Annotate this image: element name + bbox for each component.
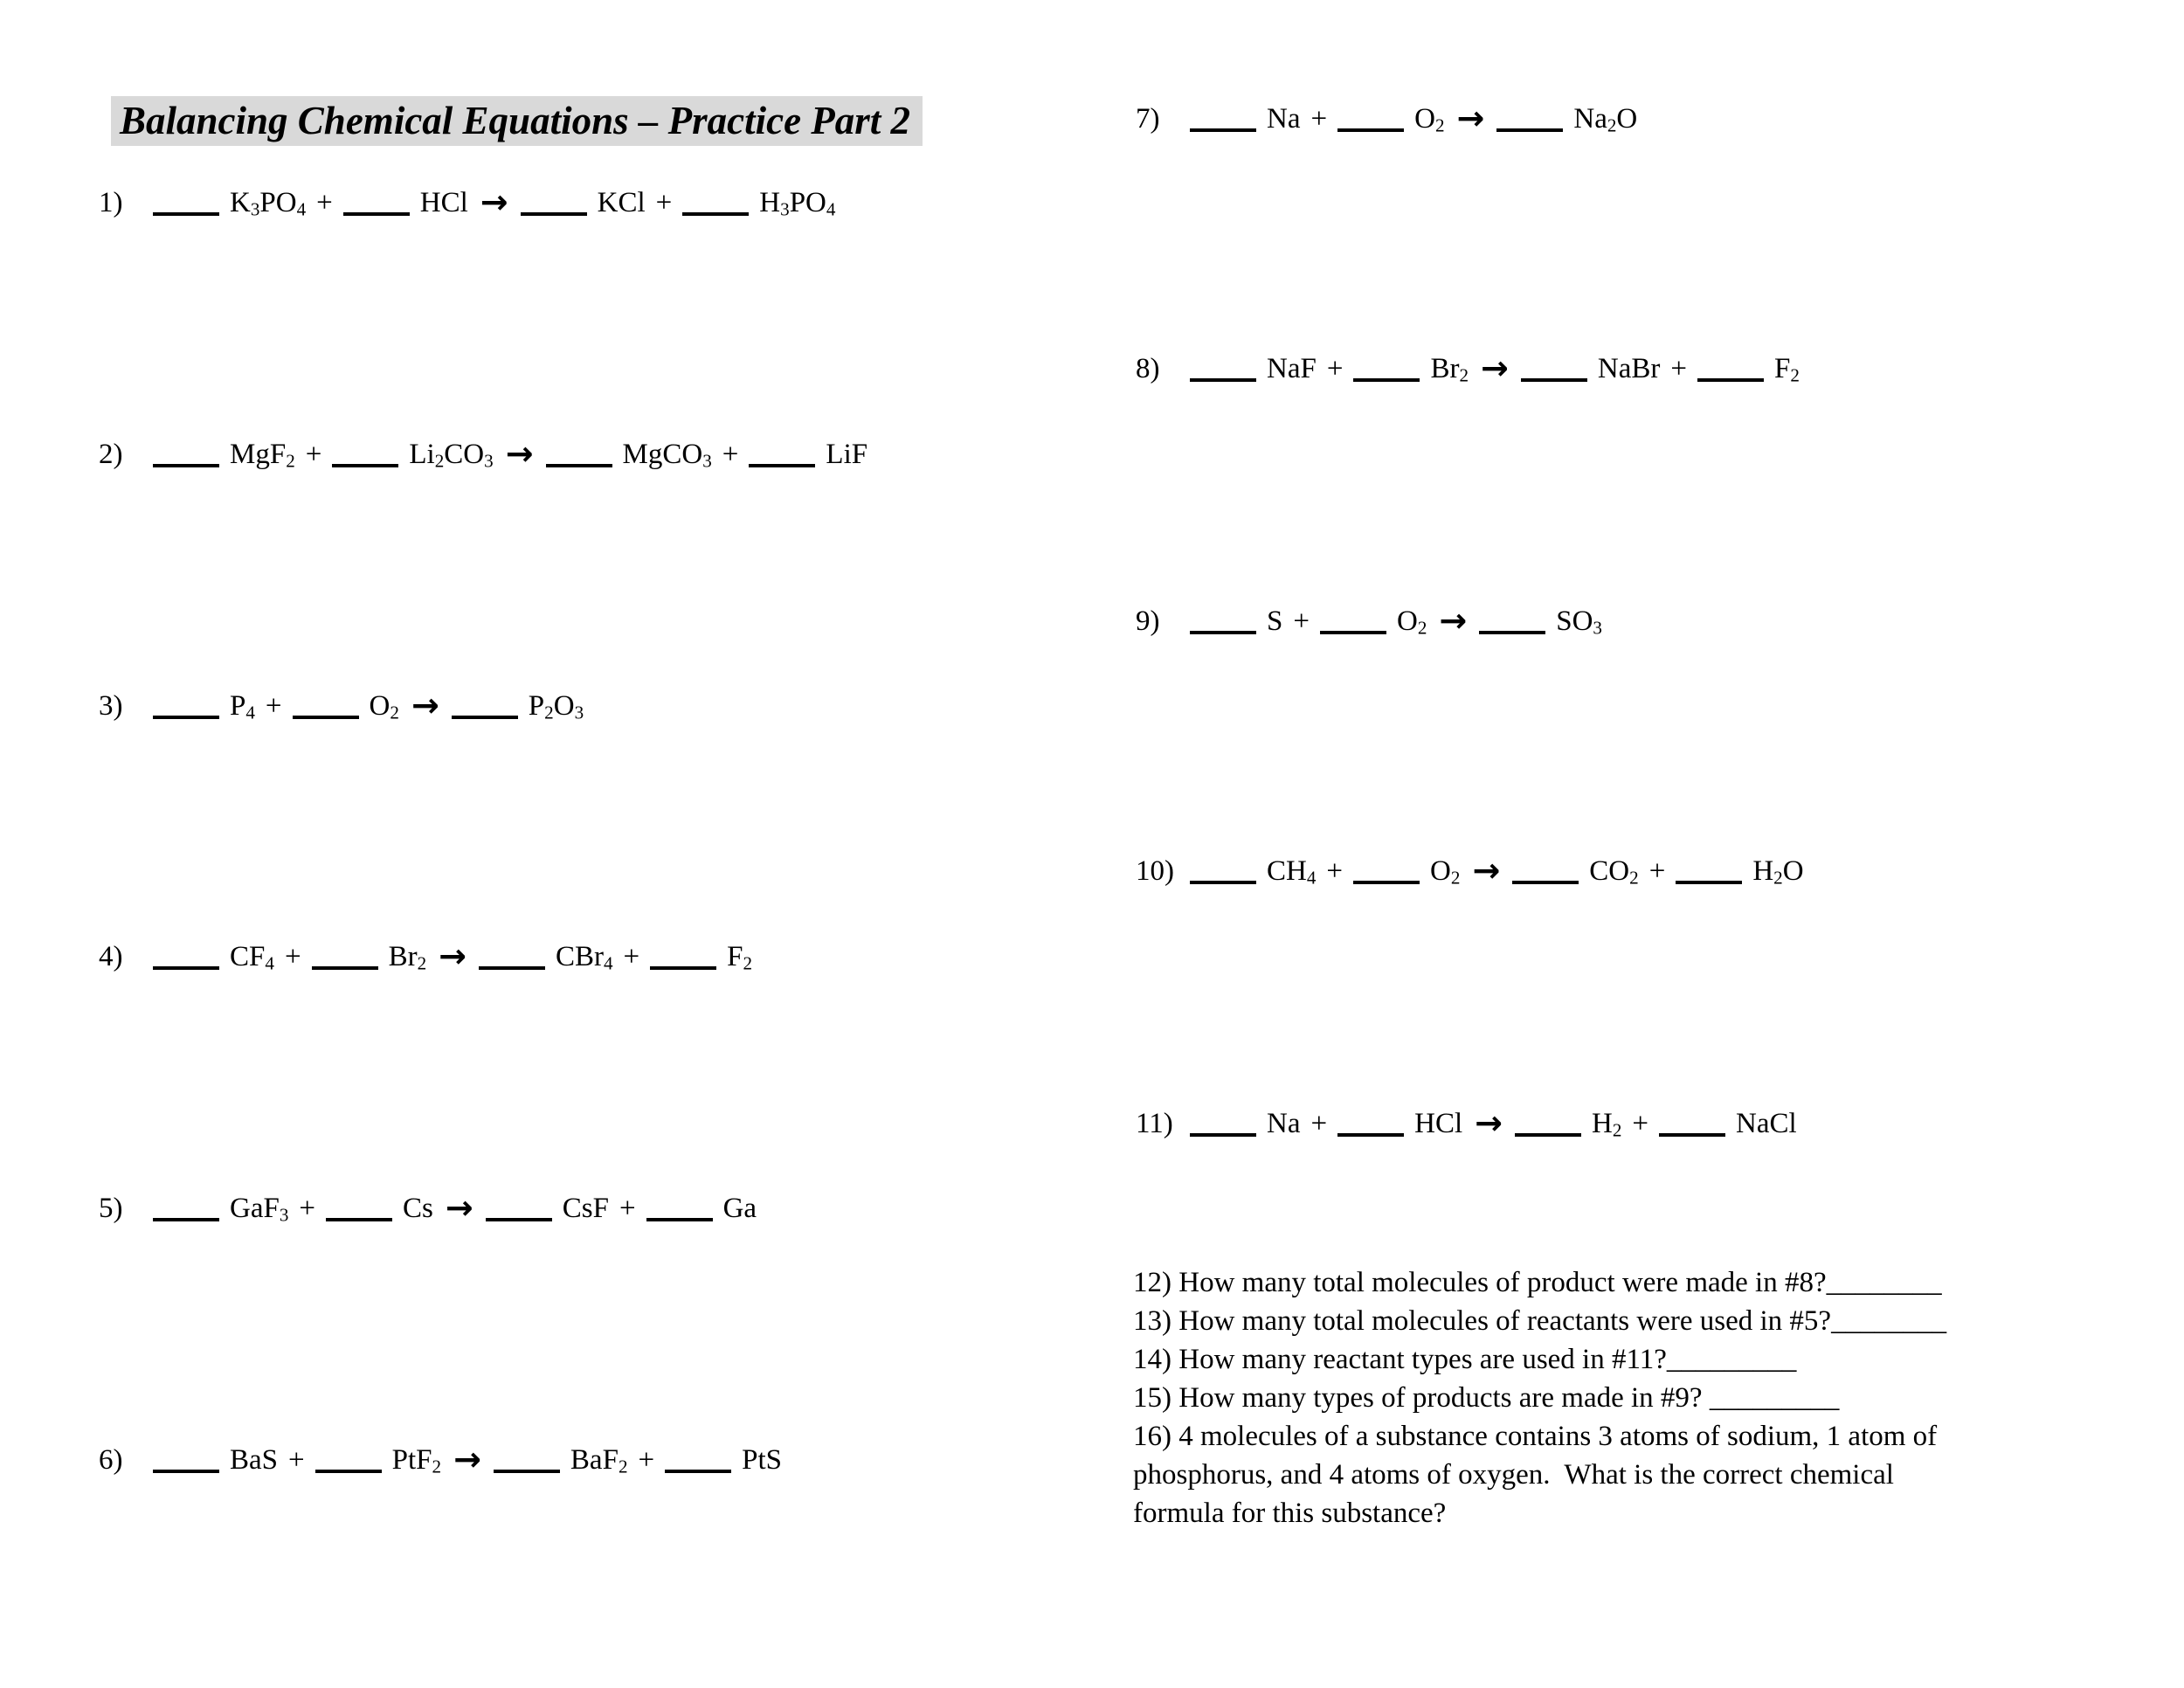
subscript: 2 [1417, 617, 1427, 639]
question-text-line: formula for this substance? [1133, 1498, 1447, 1529]
chemical-formula: $P_2O_3$ [528, 690, 584, 723]
subscript: 2 [1459, 364, 1469, 386]
equation-row-2 [99, 436, 867, 472]
subscript: 3 [484, 450, 494, 472]
coefficient-blank [1353, 870, 1420, 884]
chemical-formula: $P_4$ [230, 690, 255, 723]
chemical-formula: GaF$_3$ [230, 1193, 289, 1226]
plus-operator: + [1632, 1108, 1648, 1139]
plus-operator: + [1310, 1108, 1328, 1139]
subscript: 2 [1629, 867, 1639, 889]
coefficient-blank [521, 202, 587, 216]
question-number: 11) [1136, 1108, 1173, 1139]
coefficient-blank [1190, 1123, 1256, 1137]
chemical-formula: $O_2$ [1396, 605, 1427, 639]
subscript: 2 [1434, 114, 1445, 136]
subscript: 2 [432, 1456, 442, 1477]
equation-row-7 [1136, 100, 1637, 136]
question-text-line: 14) How many reactant types are used in #11?_________ [1133, 1344, 1797, 1375]
coefficient-blank [1190, 118, 1256, 132]
subscript: 2 [618, 1456, 628, 1477]
equation-row-3 [99, 688, 584, 723]
coefficient-blank [1676, 870, 1742, 884]
question-number: 3) [99, 690, 123, 722]
plus-operator: + [638, 1444, 655, 1476]
subscript: 2 [390, 702, 399, 723]
subscript: 3 [1593, 617, 1602, 639]
coefficient-blank [153, 202, 219, 216]
coefficient-blank [1496, 118, 1563, 132]
coefficient-blank [332, 453, 398, 467]
plus-operator: + [299, 1193, 316, 1224]
chemical-formula: NaBr [1597, 353, 1661, 384]
coefficient-blank [153, 956, 219, 970]
coefficient-blank [1320, 620, 1386, 634]
chemical-formula: $Br_2$ [1430, 353, 1469, 386]
subscript: 4 [826, 198, 836, 220]
chemical-formula: LiF [826, 439, 868, 470]
plus-operator: + [1648, 855, 1666, 887]
question-number: 1) [99, 187, 123, 218]
chemical-formula: MgF$_2$ [230, 439, 295, 472]
chemical-formula: $Na_2O$ [1573, 103, 1638, 136]
chemical-formula: $K_3PO_4$ [230, 187, 307, 220]
equation-row-4 [99, 938, 752, 974]
coefficient-blank [1697, 368, 1764, 382]
coefficient-blank [153, 705, 219, 719]
arrow-icon: → [1472, 851, 1501, 889]
arrow-icon: → [480, 183, 508, 221]
subscript: 2 [417, 952, 427, 974]
subscript: 2 [434, 450, 445, 472]
plus-operator: + [305, 439, 322, 470]
subscript: 2 [286, 450, 295, 472]
coefficient-blank [1190, 620, 1256, 634]
subscript: 3 [702, 450, 712, 472]
chemical-formula: S [1267, 605, 1283, 637]
plus-operator: + [1326, 353, 1344, 384]
chemical-formula: $Br_2$ [388, 941, 427, 974]
coefficient-blank [312, 956, 378, 970]
chemical-formula: Na [1267, 103, 1301, 135]
page-title: Balancing Chemical Equations – Practice Part 2 [111, 96, 923, 146]
equation-row-6 [99, 1442, 782, 1477]
coefficient-blank [486, 1207, 552, 1221]
coefficient-blank [1190, 368, 1256, 382]
subscript: 3 [279, 1204, 289, 1226]
question-number: 4) [99, 941, 123, 972]
question-text-line: 15) How many types of products are made in #9? _________ [1133, 1382, 1840, 1414]
chemical-formula: $CO_2$ [1589, 855, 1639, 889]
question-number: 9) [1136, 605, 1160, 637]
coefficient-blank [153, 1207, 219, 1221]
chemical-formula: $SO_3$ [1556, 605, 1602, 639]
coefficient-blank [343, 202, 410, 216]
subscript: 4 [603, 952, 613, 974]
chemical-formula: $Li_2CO_3$ [409, 439, 494, 472]
plus-operator: + [1293, 605, 1310, 637]
equation-row-9 [1136, 603, 1602, 639]
coefficient-blank [1353, 368, 1420, 382]
subscript: 2 [1607, 114, 1617, 136]
coefficient-blank [1659, 1123, 1725, 1137]
coefficient-blank [452, 705, 518, 719]
equation-row-1 [99, 184, 835, 220]
subscript: 2 [1450, 867, 1461, 889]
chemical-formula: BaS [230, 1444, 279, 1476]
arrow-icon: → [1456, 99, 1485, 137]
chemical-formula: PtS [742, 1444, 782, 1476]
question-text-line: 13) How many total molecules of reactants were used in #5?________ [1133, 1305, 1947, 1337]
plus-operator: + [1670, 353, 1687, 384]
plus-operator: + [284, 941, 301, 972]
plus-operator: + [619, 1193, 636, 1224]
coefficient-blank [1337, 118, 1404, 132]
coefficient-blank [682, 202, 749, 216]
subscript: 2 [743, 952, 753, 974]
subscript: 4 [1306, 867, 1317, 889]
plus-operator: + [722, 439, 739, 470]
question-number: 2) [99, 439, 123, 470]
equation-row-8 [1136, 350, 1800, 386]
coefficient-blank [1337, 1123, 1404, 1137]
chemical-formula: Ga [722, 1193, 757, 1224]
arrow-icon: → [505, 434, 534, 473]
arrow-icon: → [439, 937, 467, 975]
word-questions-block [1133, 1263, 2160, 1532]
question-number: 6) [99, 1444, 123, 1476]
coefficient-blank [153, 1459, 219, 1473]
plus-operator: + [655, 187, 673, 218]
coefficient-blank [479, 956, 545, 970]
chemical-formula: MgCO$_3$ [622, 439, 712, 472]
chemical-formula: CBr$_4$ [555, 941, 613, 974]
question-number: 5) [99, 1193, 123, 1224]
plus-operator: + [288, 1444, 305, 1476]
chemical-formula: CsF [562, 1193, 609, 1224]
subscript: 2 [544, 702, 554, 723]
subscript: 3 [780, 198, 790, 220]
subscript: 2 [1612, 1119, 1622, 1141]
coefficient-blank [650, 956, 716, 970]
plus-operator: + [1310, 103, 1328, 135]
chemical-formula: $O_2$ [1430, 855, 1461, 889]
question-text-line: 12) How many total molecules of product were made in #8?________ [1133, 1267, 1942, 1298]
chemical-formula: $O_2$ [1414, 103, 1445, 136]
arrow-icon: → [1475, 1103, 1503, 1142]
chemical-formula: KCl [597, 187, 646, 218]
arrow-icon: → [411, 686, 439, 724]
plus-operator: + [265, 690, 282, 722]
subscript: 4 [296, 198, 307, 220]
chemical-formula: Cs [403, 1193, 433, 1224]
chemical-formula: HCl [419, 187, 468, 218]
coefficient-blank [1515, 1123, 1581, 1137]
coefficient-blank [1521, 368, 1587, 382]
coefficient-blank [546, 453, 612, 467]
chemical-formula: BaF$_2$ [570, 1444, 628, 1477]
chemical-formula: HCl [1414, 1108, 1463, 1139]
arrow-icon: → [1439, 601, 1468, 640]
subscript: 2 [1790, 364, 1800, 386]
chemical-formula: $H_2$ [1591, 1108, 1622, 1141]
question-number: 8) [1136, 353, 1160, 384]
equation-row-11 [1136, 1105, 1797, 1141]
coefficient-blank [1512, 870, 1579, 884]
coefficient-blank [326, 1207, 392, 1221]
subscript: 4 [265, 952, 274, 974]
subscript: 2 [1773, 867, 1783, 889]
plus-operator: + [623, 941, 640, 972]
chemical-formula: NaCl [1736, 1108, 1797, 1139]
chemical-formula: $F_2$ [727, 941, 753, 974]
chemical-formula: Na [1267, 1108, 1301, 1139]
coefficient-blank [293, 705, 359, 719]
subscript: 3 [250, 198, 260, 220]
question-text-line: 16) 4 molecules of a substance contains 3 atoms of sodium, 1 atom of [1133, 1421, 1938, 1452]
equation-row-10 [1136, 853, 1804, 889]
coefficient-blank [153, 453, 219, 467]
chemical-formula: $O_2$ [369, 690, 399, 723]
equation-row-5 [99, 1190, 757, 1226]
coefficient-blank [494, 1459, 560, 1473]
chemical-formula: $CH_4$ [1267, 855, 1317, 889]
chemical-formula: $H_2O$ [1752, 855, 1804, 889]
chemical-formula: $F_2$ [1773, 353, 1800, 386]
question-text-line: phosphorus, and 4 atoms of oxygen. What is the correct chemical [1133, 1459, 1894, 1491]
question-number: 7) [1136, 103, 1160, 135]
chemical-formula: $H_3PO_4$ [759, 187, 836, 220]
subscript: 4 [245, 702, 255, 723]
chemical-formula: NaF [1267, 353, 1317, 384]
arrow-icon: → [1481, 349, 1509, 387]
coefficient-blank [646, 1207, 713, 1221]
arrow-icon: → [445, 1188, 473, 1227]
chemical-formula: PtF$_2$ [391, 1444, 442, 1477]
coefficient-blank [1190, 870, 1256, 884]
coefficient-blank [665, 1459, 731, 1473]
subscript: 3 [574, 702, 584, 723]
arrow-icon: → [453, 1440, 481, 1478]
plus-operator: + [1326, 855, 1344, 887]
chemical-formula: $CF_4$ [230, 941, 274, 974]
question-number: 10) [1136, 855, 1174, 887]
plus-operator: + [316, 187, 333, 218]
coefficient-blank [749, 453, 815, 467]
coefficient-blank [315, 1459, 382, 1473]
coefficient-blank [1479, 620, 1545, 634]
